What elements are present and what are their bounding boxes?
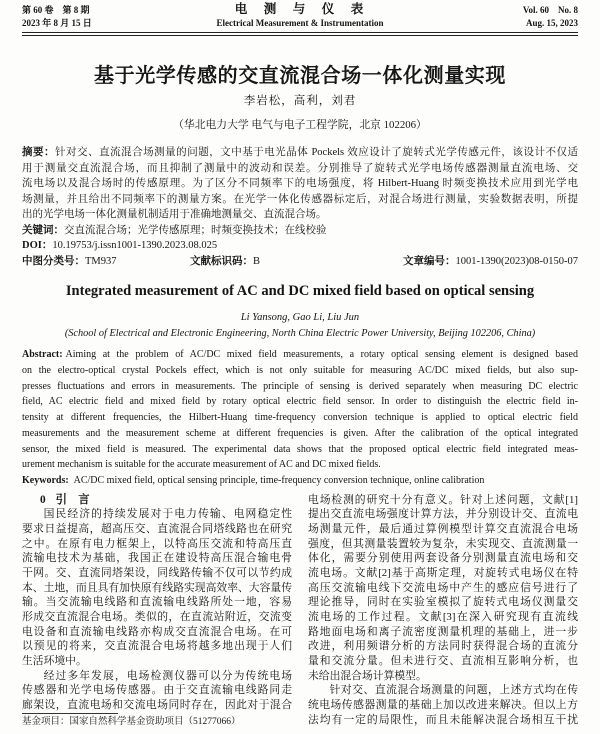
abstract-en-line: measurements and the measurement scheme at different frequencies is given. After the calibration of the optical integrated <box>22 427 578 439</box>
body-line: 高压交流输电线下交流电场中产生的感应信号进行了 <box>308 581 578 594</box>
body-line: 本、土地，而且具有加快原有线路实现高效率、大容量传 <box>22 581 292 594</box>
body-line: 量和交流分量。但未进行交、直流相互影响分析，也 <box>308 654 578 667</box>
authors-en: Li Yansong, Gao Li, Liu Jun <box>240 312 360 323</box>
abstract-cn-text: 针对交、直流混合场测量的问题，文中基于电光晶体 Pockels 效应设计了旋转式光学传感元件，该设计不仅适 <box>55 147 578 158</box>
funding-text: 国家自然科学基金资助项目（51277066） <box>69 717 241 727</box>
abstract-en-line: tensity at different frequencies, the Hilbert-Huang time-frequency conversion technique is applied to optical electric field <box>22 412 578 423</box>
clc-label: 中图分类号： <box>22 255 85 267</box>
abstract-cn <box>22 145 578 270</box>
section-number: 0 <box>40 493 46 506</box>
abstract-en <box>22 347 578 489</box>
body-line: 改进，利用频谱分析的方法同时获得混合场的直流分 <box>308 640 578 653</box>
body-line: 生活环境中。 <box>22 654 87 667</box>
keywords-en-text: AC/DC mixed field, optical sensing principle, time-frequency conversion technique, online calibration <box>73 475 485 486</box>
abstract-cn-line: 出的光学电场一体化测量机制适用于准确地测量交、直流混合场。 <box>22 209 327 221</box>
doc-code-value: B <box>253 255 261 267</box>
body-line: 国民经济的持续发展对于电力传输、电网稳定性 <box>43 508 292 521</box>
authors-cn: 李岩松，高利，刘君 <box>243 95 357 107</box>
volume-issue: 第 60 卷 第 8 期 <box>22 5 90 15</box>
body-line: 流输电技术为基础，我国正在建设特高压混合输电骨 <box>22 552 292 565</box>
abstract-cn-line: 流电场以及混合场时的传感原理。为了区分不同频率下的电场强度，将 Hilbert-Huang 时频变换技术应用到光学电 <box>22 178 578 190</box>
abstract-cn-label: 摘要： <box>22 147 56 158</box>
abstract-en-line <box>22 347 578 363</box>
issue-date: 2023 年 8 月 15 日 <box>22 18 92 28</box>
keywords-en-label: Keywords: <box>22 475 69 486</box>
paper-title-cn: 基于光学传感的交直流混合场一体化测量实现 <box>94 65 506 87</box>
body-line: 针对交、直流混合场测量的问题，上述方式均在传 <box>329 684 578 697</box>
body-line: 流电场的工作过程。文献[3]在深入研究现有直流线 <box>308 610 578 623</box>
header-left <box>22 4 92 30</box>
right-column <box>308 493 578 728</box>
volume-issue-en: Vol. 60 No. 8 <box>522 5 578 15</box>
body-line: 之中。在原有电力框架上，以特高压交流和特高压直 <box>22 537 292 550</box>
body-line: 要求日益提高，超高压交、直流混合同塔线路也在研究 <box>22 523 292 535</box>
body-line: 场测量元件，最后通过算例模型计算交直流混合电场 <box>308 523 578 535</box>
abstract-en-text: Aiming at the problem of AC/DC mixed field measurements, a rotary optical sensing element is designed based <box>65 349 578 360</box>
section-title: 引 言 <box>55 493 90 506</box>
affiliation-cn: （华北电力大学 电气与电子工程学院，北京 102206） <box>173 119 427 131</box>
body-line: 提出交直流电场强度计算方法，并分别设计交、直流电 <box>308 508 578 521</box>
clc-value: TM937 <box>85 255 117 267</box>
classification-row <box>22 254 578 270</box>
header-rule-thick <box>22 32 578 33</box>
body-line: 电设备和直流输电线路亦构成交直流混合电场。在可 <box>22 625 292 638</box>
document-code <box>190 254 260 270</box>
affiliation-en: (School of Electrical and Electronic Engineering, North China Electric Power University, Beijing 102206, China) <box>64 328 536 339</box>
article-number <box>403 254 578 270</box>
paper-title-en: Integrated measurement of AC and DC mixed field based on optical sensing <box>65 283 535 299</box>
footnote-rule <box>22 713 118 714</box>
journal-name-en: Electrical Measurement & Instrumentation <box>216 18 384 28</box>
left-column <box>22 493 292 713</box>
paragraph <box>22 669 292 713</box>
abstract-en-line: urement mechanism is suitable for the accurate measurement of AC and DC mixed fields. <box>22 459 381 471</box>
header-center <box>150 2 450 30</box>
abstract-en-line: sensor, the mixed field is measured. The experimental data shows that the proposed optical electric field integrated meas- <box>22 443 578 455</box>
paragraph <box>22 507 292 668</box>
abstract-cn-body <box>22 161 578 223</box>
journal-name-cn: 电 测 与 仪 表 <box>234 2 366 16</box>
article-no-label: 文章编号： <box>403 255 456 267</box>
abstract-cn-line <box>22 145 578 161</box>
abstract-en-line: field, AC electric field and mixed field by rotary optical electric field sensor. In order to distinguish the electric field in- <box>22 396 578 408</box>
funding-label: 基金项目： <box>22 717 70 727</box>
doi-label: DOI： <box>22 240 53 252</box>
abstract-en-body <box>22 363 578 473</box>
body-line: 廊架设，直流电场和交流电场同时存在，因此对于混合 <box>22 698 292 711</box>
body-line: 理论推导，同时在实验室模拟了旋转式电场仪测量交 <box>308 596 578 609</box>
body-line: 以预见的将来，交直流混合电场将越多地出现于人们 <box>22 640 292 653</box>
paragraph <box>308 493 578 684</box>
abstract-en-label: Abstract: <box>22 349 63 360</box>
body-line: 流电场。文献[2]基于高斯定理，对旋转式电场仪在特 <box>308 566 578 579</box>
abstract-en-line: presses fluctuations and errors in measurements. The principle of sensing is derived separately when measuring DC electric <box>22 380 578 392</box>
keywords-en <box>22 473 578 489</box>
body-line: 干网。交、直流同塔架设，同线路传输不仅可以节约成 <box>22 566 292 579</box>
body-line: 路地面电场和离子流密度测量机理的基础上，进一步 <box>308 625 578 638</box>
header-right <box>523 4 578 30</box>
keywords-cn-label: 关键词： <box>22 224 64 236</box>
doi <box>22 238 578 254</box>
keywords-cn <box>22 223 578 239</box>
body-line: 未给出混合场计算模型。 <box>308 669 427 682</box>
body-line: 经过多年发展，电场检测仪器可以分为传统电场 <box>43 669 292 682</box>
body-line: 输。当交流输电线路和直流输电线路所处一地，容易 <box>22 596 292 609</box>
section-heading <box>22 493 292 508</box>
body-line: 电场检测的研究十分有意义。针对上述问题，文献[1] <box>308 493 578 506</box>
body-line: 强度，但其测量装置较为复杂，未实现交、直流测量一 <box>308 537 578 550</box>
body-line: 形成交直流混合电场。类似的，在直流站附近，交流变 <box>22 610 292 623</box>
keywords-cn-text: 交直流混合场；光学传感原理；时频变换技术；在线校验 <box>64 224 327 236</box>
header-rule-thin <box>22 35 578 36</box>
doc-code-label: 文献标识码： <box>190 255 253 267</box>
paragraph <box>308 683 578 727</box>
body-line: 法均有一定的局限性，而且未能解决混合场相互干扰 <box>308 713 578 726</box>
clc-number <box>22 256 117 267</box>
article-no-value: 1001-1390(2023)08-0150-07 <box>455 255 578 267</box>
funding-footnote <box>22 715 292 729</box>
body-line: 传感器和光学电场传感器。由于交直流输电线路同走 <box>22 684 292 697</box>
body-line: 体化，需要分别使用两套设备分别测量直流电场和交 <box>308 552 578 565</box>
body-line: 统电场传感器测量的基础上加以改进来解决。但以上方 <box>308 698 578 711</box>
abstract-cn-line: 场测量，并且给出不同频率下的测量方案。在光学一体化传感器标定后，对混合场进行测量，实验数据表明，所提 <box>22 193 578 205</box>
abstract-cn-line: 用于测量交直流混合场，而且抑制了测量中的波动和误差。分别推导了旋转式光学电场传感器测量直流电场、交 <box>22 162 578 174</box>
issue-date-en: Aug. 15, 2023 <box>525 18 578 28</box>
abstract-en-line: on the electro-optical crystal Pockels effect, which is not only suitable for measuring AC/DC mixed fields, but also sup- <box>22 364 578 376</box>
doi-value: 10.19753/j.issn1001-1390.2023.08.025 <box>52 240 218 252</box>
